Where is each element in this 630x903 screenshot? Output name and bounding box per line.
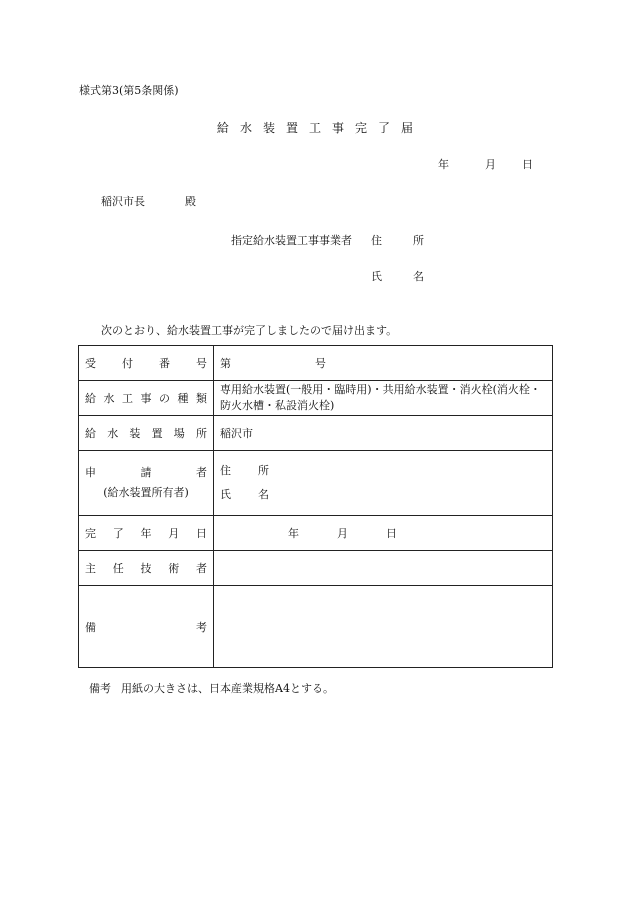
construction-type-value[interactable]: 専用給水装置(一般用・臨時用)・共用給水装置・消火栓(消火栓・防火水槽・私設消火栓)	[214, 381, 553, 416]
date-month-label: 月	[485, 158, 496, 171]
remarks-label	[85, 619, 207, 635]
table-row-remarks	[79, 586, 553, 668]
label-char: 番	[159, 357, 170, 370]
chief-engineer-value[interactable]	[214, 551, 553, 586]
place-value[interactable]: 稲沢市	[214, 416, 553, 451]
completion-date-label-cell	[79, 516, 214, 551]
title-char: 水	[239, 121, 252, 135]
contractor-label: 指定給水装置工事事業者	[231, 234, 352, 247]
completion-date-value[interactable]	[214, 516, 553, 551]
construction-type-label	[85, 390, 207, 406]
label-char: 場	[173, 427, 185, 440]
label-char: 所	[195, 427, 207, 440]
title-char: 事	[332, 121, 345, 135]
contractor-address-label: 住 所	[371, 234, 434, 247]
label-char: 年	[140, 527, 152, 540]
title-char: 完	[355, 121, 368, 135]
label-char: 号	[196, 357, 207, 370]
label-char: 事	[140, 392, 152, 405]
label-char: 技	[140, 562, 152, 575]
completion-year-label: 年	[288, 527, 299, 540]
table-row-chief-engineer	[79, 551, 553, 586]
title-char: 工	[308, 121, 321, 135]
receipt-suffix: 号	[315, 357, 326, 370]
label-char: 水	[103, 392, 115, 405]
applicant-name-label: 氏 名	[220, 488, 277, 501]
label-char: 者	[196, 562, 207, 575]
form-number: 様式第3(第5条関係)	[79, 84, 179, 97]
label-char: 給	[85, 392, 96, 405]
footnote	[89, 680, 334, 696]
receipt-value-cell[interactable]	[214, 346, 553, 381]
addressee-name: 稲沢市長	[101, 195, 145, 208]
label-char: 置	[151, 427, 163, 440]
applicant-label	[85, 463, 207, 483]
receipt-label-cell	[79, 346, 214, 381]
title-char: 届	[401, 121, 414, 135]
document-title	[0, 119, 630, 136]
label-char: 任	[112, 562, 124, 575]
applicant-label-cell	[79, 451, 214, 516]
completion-day-label: 日	[386, 527, 397, 540]
label-char: 考	[196, 620, 207, 634]
table-row-place	[79, 416, 553, 451]
title-char: 装	[262, 121, 275, 135]
addressee	[101, 193, 196, 209]
label-char: 受	[85, 357, 96, 370]
applicant-value-cell[interactable]	[214, 451, 553, 516]
place-label	[85, 425, 207, 441]
remarks-label-cell	[79, 586, 214, 668]
contractor-name-label: 氏 名	[371, 270, 434, 283]
completion-month-label: 月	[337, 527, 348, 540]
receipt-label	[85, 355, 207, 371]
label-char: 者	[196, 466, 207, 479]
date-year-label: 年	[438, 158, 449, 171]
label-char: 了	[112, 527, 124, 540]
footnote-label: 備考	[89, 682, 111, 695]
remarks-value[interactable]	[214, 586, 553, 668]
label-char: 類	[196, 392, 207, 405]
receipt-prefix: 第	[220, 357, 231, 370]
date-day-label: 日	[522, 158, 533, 171]
label-char: 備	[85, 620, 96, 634]
label-char: の	[159, 392, 170, 405]
applicant-sub-label: (給水装置所有者)	[103, 486, 189, 499]
label-char: 完	[85, 527, 96, 540]
table-row-receipt	[79, 346, 553, 381]
footnote-text: 用紙の大きさは、日本産業規格A4とする。	[121, 682, 334, 695]
label-char: 給	[85, 427, 96, 440]
completion-form-table	[78, 345, 553, 668]
addressee-suffix: 殿	[185, 195, 196, 208]
label-char: 種	[177, 392, 189, 405]
title-char: 給	[216, 121, 229, 135]
place-label-cell	[79, 416, 214, 451]
table-row-completion-date	[79, 516, 553, 551]
label-char: 付	[122, 357, 133, 370]
chief-engineer-label-cell	[79, 551, 214, 586]
label-char: 日	[196, 527, 207, 540]
applicant-address-label: 住 所	[220, 464, 277, 477]
label-char: 工	[122, 392, 133, 405]
chief-engineer-label	[85, 560, 207, 576]
intro-text: 次のとおり、給水装置工事が完了しましたので届け出ます。	[101, 324, 398, 337]
title-char: 了	[378, 121, 391, 135]
label-char: 装	[129, 427, 141, 440]
construction-type-label-cell	[79, 381, 214, 416]
label-char: 月	[168, 527, 180, 540]
completion-date-label	[85, 525, 207, 541]
table-row-construction-type	[79, 381, 553, 416]
title-char: 置	[285, 121, 298, 135]
label-char: 請	[140, 466, 152, 479]
submission-date	[438, 156, 533, 172]
table-row-applicant	[79, 451, 553, 516]
label-char: 水	[107, 427, 119, 440]
label-char: 申	[85, 466, 96, 479]
label-char: 主	[85, 562, 96, 575]
label-char: 術	[168, 562, 180, 575]
